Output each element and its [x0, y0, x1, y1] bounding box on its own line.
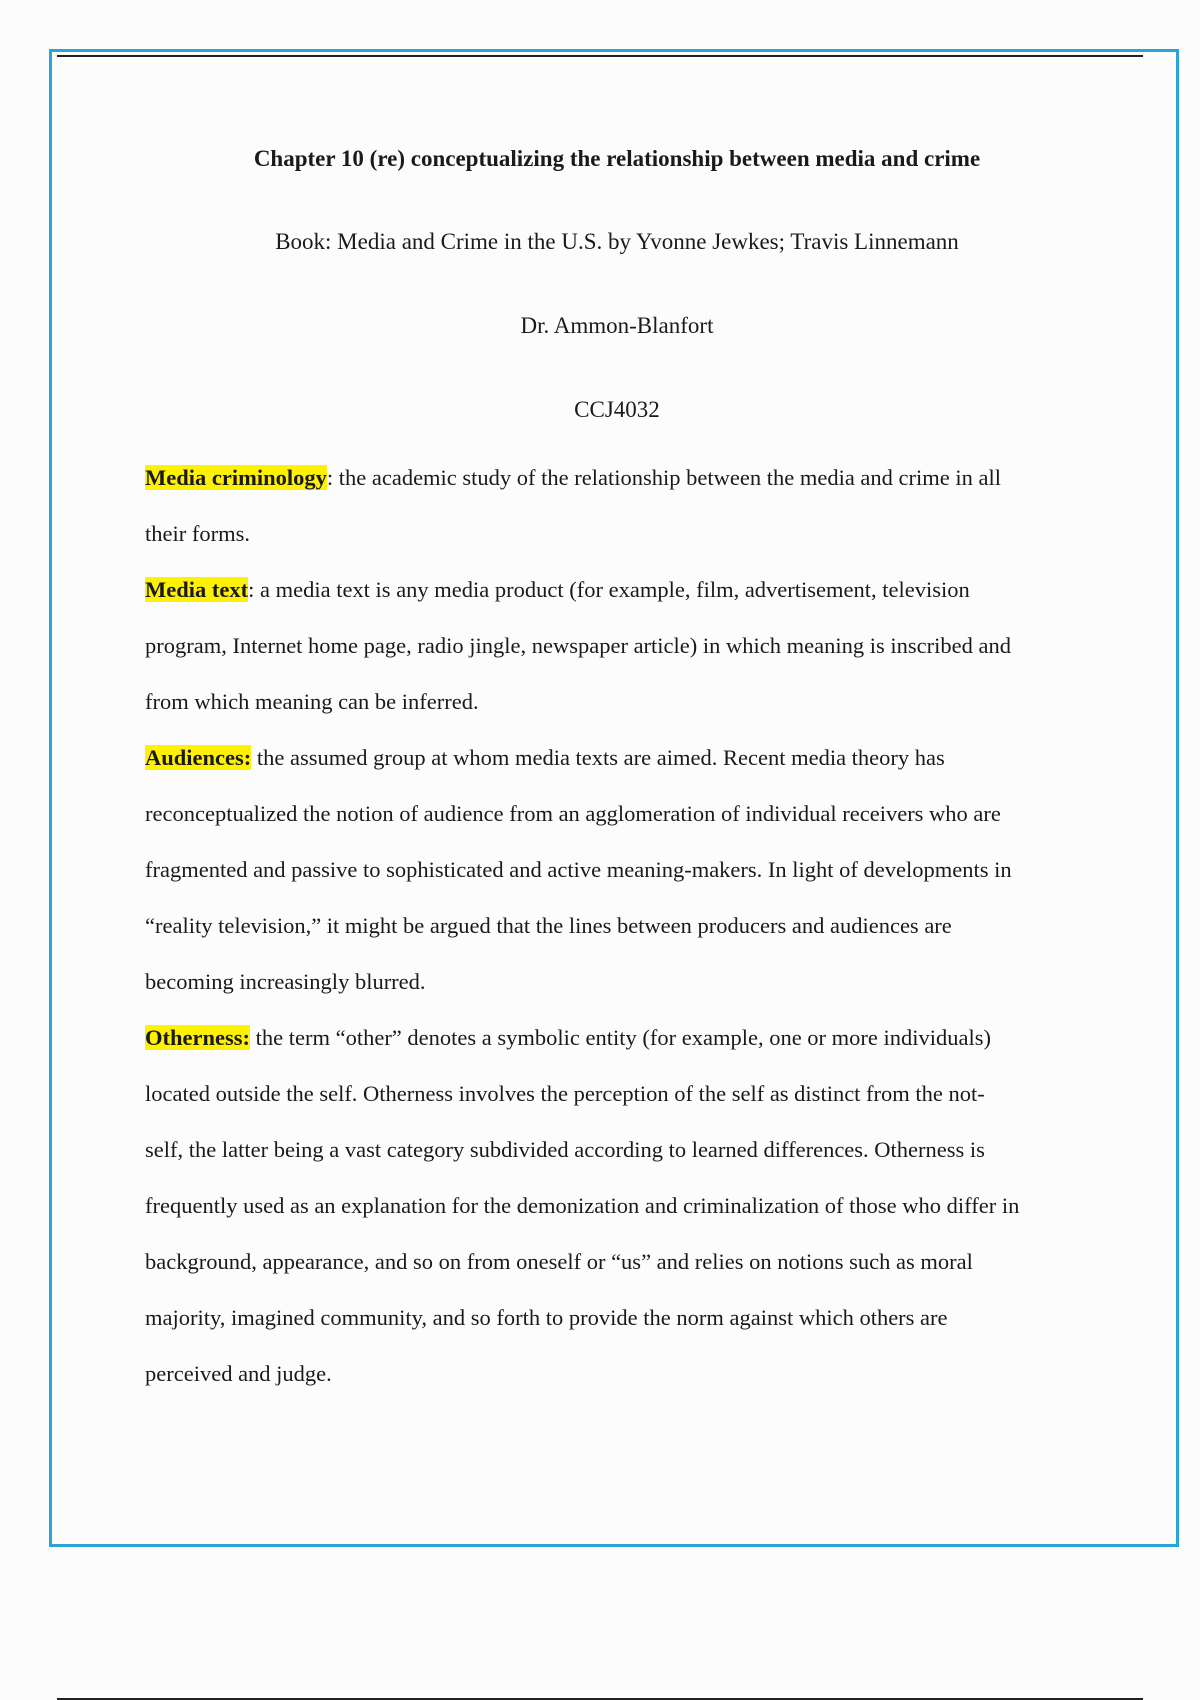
definition-line: reconceptualized the notion of audience from an agglomeration of individual receivers who are — [145, 801, 1001, 826]
definition-line: perceived and judge. — [145, 1361, 332, 1386]
definition-line: frequently used as an explanation for the demonization and criminalization of those who differ in — [145, 1193, 1020, 1218]
definition-otherness — [145, 1010, 1095, 1402]
term-highlight: Media text — [145, 577, 249, 602]
definition-media-criminology — [145, 450, 1095, 562]
definition-line — [145, 730, 1095, 786]
definition-line: located outside the self. Otherness involves the perception of the self as distinct from the not- — [145, 1081, 985, 1106]
definition-line: majority, imagined community, and so forth to provide the norm against which others are — [145, 1305, 948, 1330]
definition-line: self, the latter being a vast category subdivided according to learned differences. Otherness is — [145, 1137, 985, 1162]
definition-line — [145, 562, 1095, 618]
definition-line: from which meaning can be inferred. — [145, 689, 479, 714]
definition-line: program, Internet home page, radio jingle, newspaper article) in which meaning is inscribed and — [145, 633, 1011, 658]
definition-text: the term “other” denotes a symbolic entity (for example, one or more individuals) — [250, 1025, 992, 1050]
book-reference: Book: Media and Crime in the U.S. by Yvonne Jewkes; Travis Linnemann — [275, 229, 959, 254]
document-title: Chapter 10 (re) conceptualizing the relationship between media and crime — [253, 146, 981, 171]
definition-line — [145, 450, 1095, 506]
definitions-body — [145, 450, 1095, 1402]
definition-line: background, appearance, and so on from oneself or “us” and relies on notions such as moral — [145, 1249, 973, 1274]
term-highlight: Media criminology — [145, 465, 327, 490]
definition-text: the assumed group at whom media texts are aimed. Recent media theory has — [251, 745, 945, 770]
term-highlight: Otherness: — [145, 1025, 250, 1050]
term-separator: : — [326, 465, 334, 490]
definition-line: their forms. — [145, 521, 250, 546]
definition-line: “reality television,” it might be argued that the lines between producers and audiences are — [145, 913, 952, 938]
definition-line: becoming increasingly blurred. — [145, 969, 426, 994]
definition-text: a media text is any media product (for example, film, advertisement, television — [254, 577, 970, 602]
definition-line — [145, 1010, 1095, 1066]
definition-media-text — [145, 562, 1095, 730]
term-separator: : — [248, 577, 255, 602]
top-rule — [57, 55, 1143, 57]
course-code: CCJ4032 — [574, 397, 660, 422]
term-highlight: Audiences: — [145, 745, 252, 770]
definition-audiences — [145, 730, 1095, 1010]
instructor-name: Dr. Ammon-Blanfort — [520, 313, 714, 338]
definition-line: fragmented and passive to sophisticated and active meaning-makers. In light of developments in — [145, 857, 1012, 882]
definition-text: the academic study of the relationship between the media and crime in all — [333, 465, 1002, 490]
